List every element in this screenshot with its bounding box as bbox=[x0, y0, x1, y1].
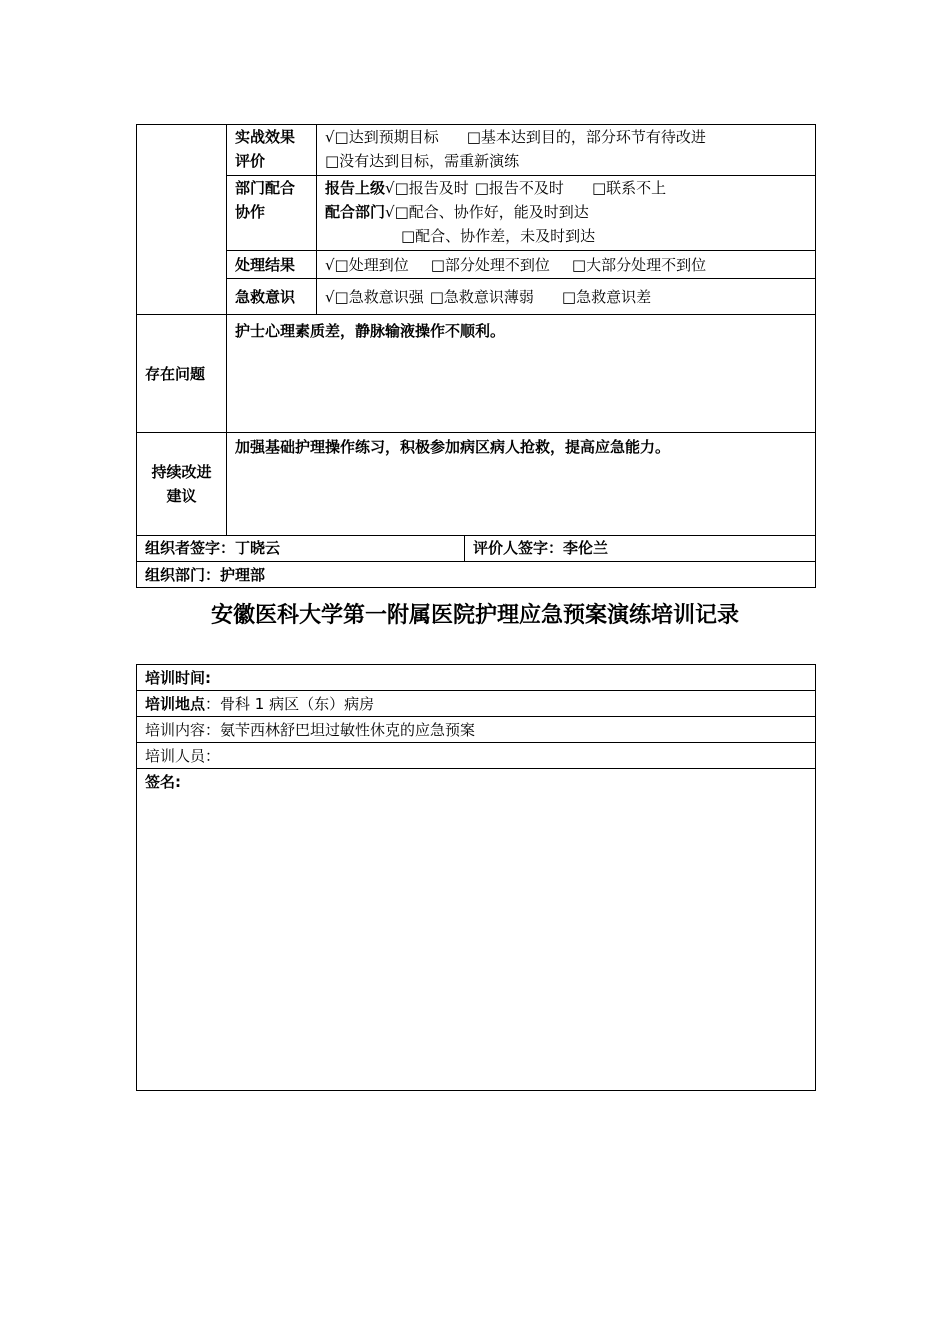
document-title: 安徽医科大学第一附属医院护理应急预案演练培训记录 bbox=[210, 603, 739, 628]
coord-options bbox=[317, 176, 816, 251]
result-option-mostly-not: □大部分处理不到位 bbox=[571, 255, 707, 274]
awareness-option-poor: □急救意识差 bbox=[561, 287, 652, 306]
coord-label: 部门配合协作 bbox=[227, 176, 317, 251]
dept-label: 配合部门 bbox=[325, 203, 386, 221]
awareness-option-strong: √□急救意识强 bbox=[325, 287, 424, 306]
training-staff: 培训人员： bbox=[137, 743, 816, 769]
awareness-option-weak: □急救意识薄弱 bbox=[429, 287, 534, 306]
report-option-timely: √□报告及时 bbox=[385, 179, 469, 197]
effect-option-failed: □没有达到目标，需重新演练 bbox=[325, 152, 520, 170]
signature-area: 签名: bbox=[137, 769, 816, 1091]
report-option-unreachable: □联系不上 bbox=[591, 179, 667, 197]
training-place-label: 培训地点 bbox=[145, 694, 206, 713]
improve-text: 加强基础护理操作练习，积极参加病区病人抢救，提高应急能力。 bbox=[227, 433, 816, 536]
training-content: 培训内容：氨苄西林舒巴坦过敏性休克的应急预案 bbox=[137, 717, 816, 743]
effect-option-partial: □基本达到目的，部分环节有待改进 bbox=[466, 128, 706, 146]
organizer-signature: 组织者签字：丁晓云 bbox=[137, 536, 465, 561]
result-label: 处理结果 bbox=[227, 251, 317, 279]
training-place bbox=[137, 691, 816, 717]
improve-label-line1: 持续改进 bbox=[151, 463, 212, 481]
signature-row bbox=[137, 536, 816, 562]
training-record-table bbox=[136, 664, 816, 1091]
awareness-label: 急救意识 bbox=[227, 279, 317, 315]
dept-option-good: √□配合、协作好，能及时到达 bbox=[385, 203, 589, 221]
effect-options bbox=[317, 125, 816, 176]
problems-label: 存在问题 bbox=[137, 315, 227, 433]
result-option-done: √□处理到位 bbox=[325, 255, 409, 274]
result-options bbox=[317, 251, 816, 279]
report-option-late: □报告不及时 bbox=[474, 179, 564, 197]
empty-category-cell bbox=[137, 125, 227, 315]
improve-label bbox=[137, 433, 227, 536]
problems-text: 护士心理素质差，静脉输液操作不顺利。 bbox=[227, 315, 816, 433]
drill-evaluation-table bbox=[136, 124, 816, 588]
awareness-options bbox=[317, 279, 816, 315]
organizing-department: 组织部门：护理部 bbox=[137, 562, 816, 588]
training-time: 培训时间: bbox=[137, 665, 816, 691]
report-label: 报告上级 bbox=[325, 179, 386, 197]
evaluator-signature: 评价人签字：李伦兰 bbox=[473, 539, 609, 557]
effect-option-achieved: √□达到预期目标 bbox=[325, 128, 439, 146]
improve-label-line2: 建议 bbox=[166, 487, 197, 505]
effect-label: 实战效果评价 bbox=[227, 125, 317, 176]
dept-option-poor: □配合、协作差，未及时到达 bbox=[401, 227, 596, 245]
training-place-value: ：骨科 1 病区（东）病房 bbox=[205, 694, 375, 713]
result-option-partial: □部分处理不到位 bbox=[430, 255, 550, 274]
